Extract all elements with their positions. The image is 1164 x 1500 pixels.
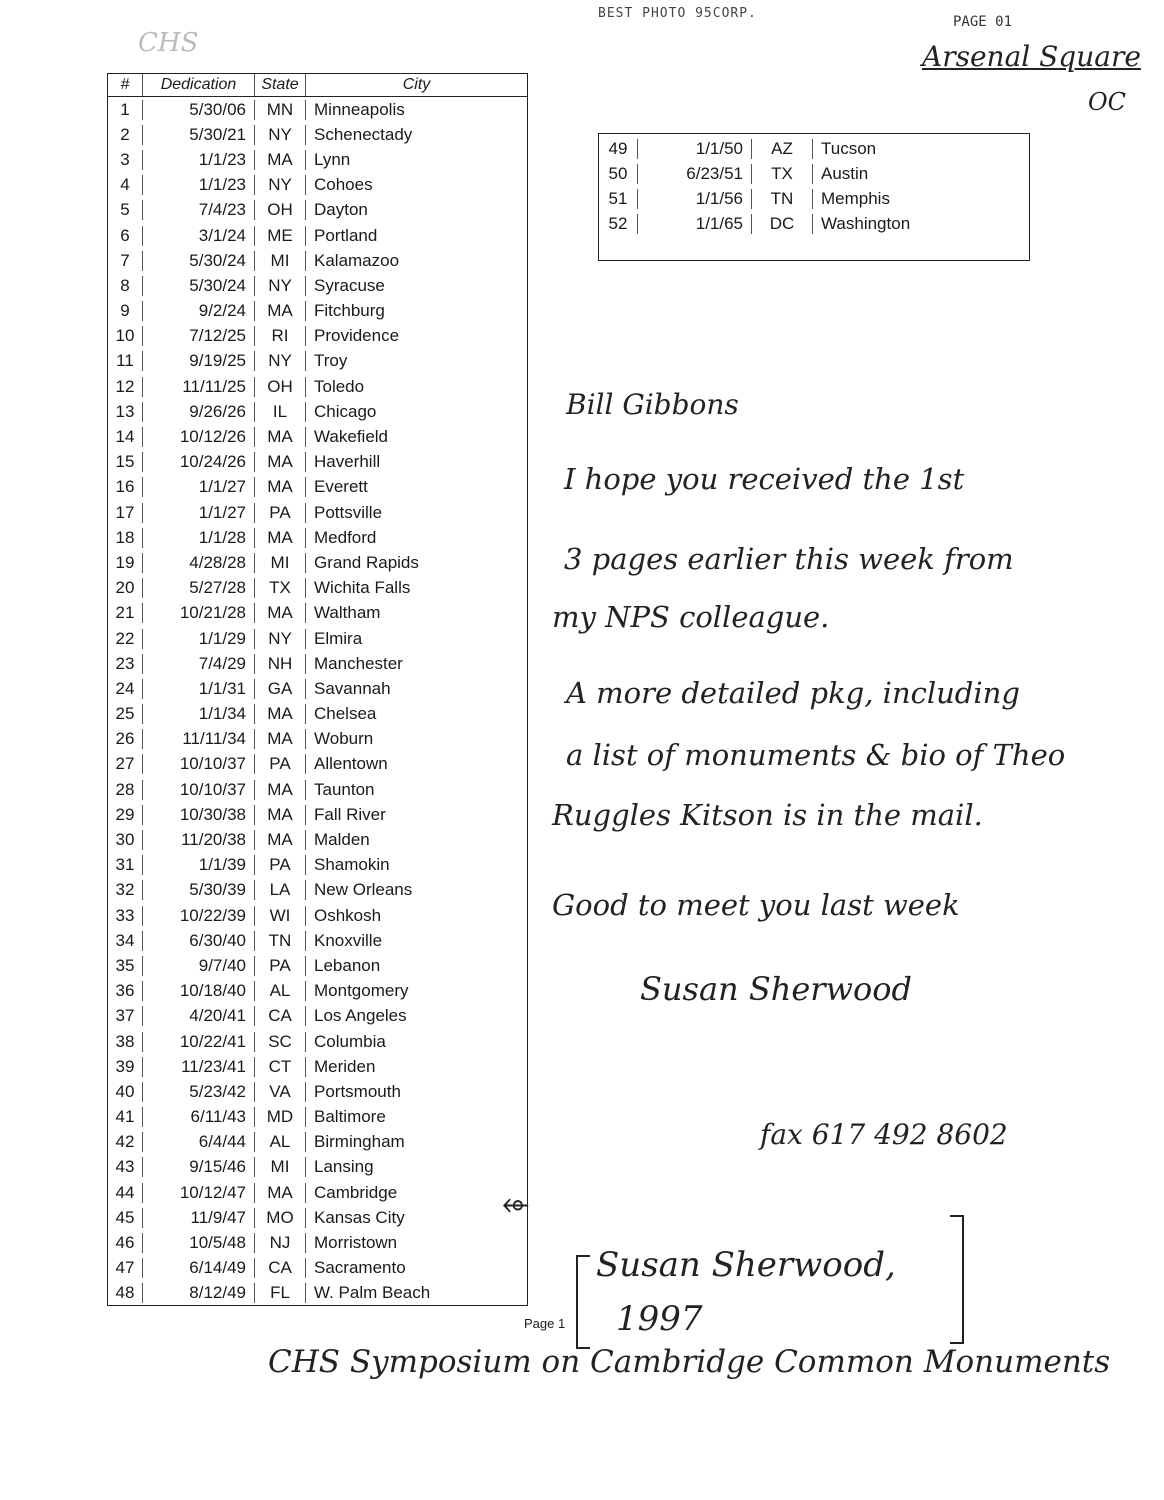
city-name: W. Palm Beach	[305, 1283, 527, 1303]
faint-annotation: CHS	[138, 28, 199, 58]
state-code: AL	[254, 1132, 305, 1152]
row-number: 28	[115, 779, 135, 799]
state-code: MA	[254, 603, 305, 623]
dedication-date: 5/30/39	[142, 880, 254, 900]
note-salutation: Bill Gibbons	[566, 388, 739, 421]
dedication-date: 1/1/27	[142, 477, 254, 497]
city-name: Kalamazoo	[305, 251, 527, 271]
city-name: Montgomery	[305, 981, 527, 1001]
row-number: 31	[115, 855, 135, 875]
row-number: 39	[115, 1056, 135, 1076]
handwritten-location: Arsenal Square	[922, 40, 1141, 73]
city-name: Columbia	[305, 1032, 527, 1052]
table-row	[108, 550, 527, 575]
fax-page-number: PAGE 01	[953, 14, 1013, 30]
dedication-date: 5/30/24	[142, 276, 254, 296]
state-code: MN	[254, 100, 305, 120]
city-name: Sacramento	[305, 1258, 527, 1278]
city-name: Chicago	[305, 402, 527, 422]
city-name: Everett	[305, 477, 527, 497]
dedication-date: 4/28/28	[142, 553, 254, 573]
city-name: Medford	[305, 528, 527, 548]
city-name: Savannah	[305, 679, 527, 699]
table-row	[108, 626, 527, 651]
dedication-date: 4/20/41	[142, 1006, 254, 1026]
table-row	[108, 903, 527, 928]
row-number: 20	[115, 578, 135, 598]
row-number: 40	[115, 1081, 135, 1101]
row-number: 12	[115, 376, 135, 396]
table-body	[108, 97, 530, 1306]
table-row	[108, 878, 527, 903]
signature: Susan Sherwood	[640, 970, 912, 1008]
city-name: Providence	[305, 326, 527, 346]
state-code: NY	[254, 175, 305, 195]
state-code: MA	[254, 301, 305, 321]
state-code: OH	[254, 200, 305, 220]
dedication-date: 1/1/56	[637, 189, 751, 209]
city-name: New Orleans	[305, 880, 527, 900]
arrow-pointer-icon: ⬰	[502, 1183, 530, 1223]
city-name: Lebanon	[305, 956, 527, 976]
city-name: Pottsville	[305, 503, 527, 523]
city-name: Manchester	[305, 654, 527, 674]
table-row	[108, 1256, 527, 1281]
city-name: Allentown	[305, 754, 527, 774]
dedication-date: 1/1/34	[142, 704, 254, 724]
dedication-date: 1/1/28	[142, 528, 254, 548]
dedication-date: 11/20/38	[142, 830, 254, 850]
city-name: Portland	[305, 226, 527, 246]
state-code: TN	[751, 189, 812, 209]
state-code: MA	[254, 150, 305, 170]
state-code: MA	[254, 528, 305, 548]
state-code: NY	[254, 276, 305, 296]
row-number: 11	[116, 351, 134, 371]
dedication-date: 10/5/48	[142, 1233, 254, 1253]
state-code: MA	[254, 805, 305, 825]
dedication-date: 7/12/25	[142, 326, 254, 346]
row-number: 37	[115, 1006, 135, 1026]
city-name: Portsmouth	[305, 1082, 527, 1102]
row-number: 10	[115, 326, 135, 346]
dedication-date: 5/30/21	[142, 125, 254, 145]
row-number: 18	[115, 527, 135, 547]
table-row	[108, 475, 527, 500]
dedication-date: 1/1/65	[637, 214, 751, 234]
city-name: Waltham	[305, 603, 527, 623]
dedication-date: 9/26/26	[142, 402, 254, 422]
row-number: 9	[120, 301, 130, 321]
dedication-date: 6/11/43	[142, 1107, 254, 1127]
note-line: Good to meet you last week	[552, 888, 960, 922]
city-name: Memphis	[812, 189, 1029, 209]
row-number: 17	[115, 502, 135, 522]
state-code: NY	[254, 351, 305, 371]
state-code: NJ	[254, 1233, 305, 1253]
state-code: ME	[254, 226, 305, 246]
city-name: Toledo	[305, 377, 527, 397]
dedication-date: 6/4/44	[142, 1132, 254, 1152]
table-row	[108, 727, 527, 752]
dedication-table-continued	[598, 133, 1030, 261]
state-code: MI	[254, 1157, 305, 1177]
state-code: MA	[254, 830, 305, 850]
dedication-date: 11/23/41	[142, 1057, 254, 1077]
city-name: Haverhill	[305, 452, 527, 472]
table-row	[599, 136, 1029, 161]
row-number: 16	[115, 477, 135, 497]
note-line: a list of monuments & bio of Theo	[566, 738, 1066, 772]
state-code: PA	[254, 754, 305, 774]
table-header	[108, 74, 527, 97]
dedication-date: 11/11/34	[142, 729, 254, 749]
city-name: Grand Rapids	[305, 553, 527, 573]
city-name: Baltimore	[305, 1107, 527, 1127]
state-code: IL	[254, 402, 305, 422]
state-code: WI	[254, 906, 305, 926]
col-header-dedication: Dedication	[142, 74, 254, 96]
row-number: 15	[115, 452, 135, 472]
col-header-number: #	[120, 76, 130, 93]
state-code: MA	[254, 477, 305, 497]
row-number: 51	[608, 188, 628, 208]
dedication-date: 10/10/37	[142, 780, 254, 800]
state-code: NH	[254, 654, 305, 674]
state-code: TX	[254, 578, 305, 598]
state-code: PA	[254, 503, 305, 523]
state-code: MA	[254, 780, 305, 800]
city-name: Austin	[812, 164, 1029, 184]
dedication-date: 10/21/28	[142, 603, 254, 623]
city-name: Fall River	[305, 805, 527, 825]
row-number: 19	[115, 552, 135, 572]
dedication-date: 10/30/38	[142, 805, 254, 825]
table-row	[108, 147, 527, 172]
dedication-date: 5/30/24	[142, 251, 254, 271]
dedication-date: 6/14/49	[142, 1258, 254, 1278]
dedication-date: 9/15/46	[142, 1157, 254, 1177]
table-row	[108, 1230, 527, 1255]
table-row	[108, 601, 527, 626]
dedication-date: 5/23/42	[142, 1082, 254, 1102]
city-name: Minneapolis	[305, 100, 527, 120]
table-row	[599, 211, 1029, 236]
state-code: MO	[254, 1208, 305, 1228]
table-row	[108, 223, 527, 248]
row-number: 26	[115, 729, 135, 749]
table-row	[108, 1155, 527, 1180]
city-name: Elmira	[305, 629, 527, 649]
row-number: 42	[115, 1132, 135, 1152]
row-number: 21	[115, 603, 135, 623]
city-name: Syracuse	[305, 276, 527, 296]
state-code: CA	[254, 1006, 305, 1026]
row-number: 41	[115, 1107, 135, 1127]
state-code: VA	[254, 1082, 305, 1102]
table-row	[108, 979, 527, 1004]
state-code: MI	[254, 251, 305, 271]
state-code: MD	[254, 1107, 305, 1127]
dedication-date: 3/1/24	[142, 226, 254, 246]
col-header-city: City	[305, 74, 527, 96]
row-number: 32	[115, 880, 135, 900]
state-code: AZ	[751, 139, 812, 159]
table-row	[108, 752, 527, 777]
handwritten-oc: OC	[1088, 88, 1127, 116]
city-name: Woburn	[305, 729, 527, 749]
state-code: CT	[254, 1057, 305, 1077]
state-code: NY	[254, 125, 305, 145]
row-number: 49	[608, 138, 628, 158]
table-row	[108, 525, 527, 550]
city-name: Fitchburg	[305, 301, 527, 321]
city-name: Washington	[812, 214, 1029, 234]
city-name: Wichita Falls	[305, 578, 527, 598]
state-code: MI	[254, 553, 305, 573]
city-name: Knoxville	[305, 931, 527, 951]
row-number: 6	[120, 225, 130, 245]
bracket-year: 1997	[616, 1299, 703, 1339]
table-row	[108, 827, 527, 852]
table-row	[108, 1029, 527, 1054]
row-number: 46	[115, 1233, 135, 1253]
table-row	[108, 1079, 527, 1104]
dedication-date: 8/12/49	[142, 1283, 254, 1303]
city-name: Taunton	[305, 780, 527, 800]
row-number: 34	[115, 930, 135, 950]
city-name: Cambridge	[305, 1183, 527, 1203]
table-row	[108, 97, 527, 122]
table-row	[108, 450, 527, 475]
bracket-name: Susan Sherwood,	[596, 1245, 896, 1285]
state-code: PA	[254, 855, 305, 875]
city-name: Wakefield	[305, 427, 527, 447]
table-row	[108, 676, 527, 701]
table-row	[108, 702, 527, 727]
note-line: Ruggles Kitson is in the mail.	[552, 798, 983, 832]
table-row	[108, 173, 527, 198]
row-number: 38	[115, 1031, 135, 1051]
table-row	[108, 248, 527, 273]
state-code: MA	[254, 452, 305, 472]
row-number: 33	[115, 905, 135, 925]
dedication-date: 11/9/47	[142, 1208, 254, 1228]
dedication-date: 1/1/31	[142, 679, 254, 699]
city-name: Birmingham	[305, 1132, 527, 1152]
city-name: Meriden	[305, 1057, 527, 1077]
dedication-date: 1/1/27	[142, 503, 254, 523]
city-name: Shamokin	[305, 855, 527, 875]
state-code: PA	[254, 956, 305, 976]
table-row	[108, 299, 527, 324]
dedication-date: 9/2/24	[142, 301, 254, 321]
dedication-date: 9/7/40	[142, 956, 254, 976]
city-name: Los Angeles	[305, 1006, 527, 1026]
table-row	[108, 198, 527, 223]
fax-header: BEST PHOTO 95CORP.	[598, 6, 757, 21]
note-line: 3 pages earlier this week from	[564, 542, 1014, 576]
dedication-date: 6/30/40	[142, 931, 254, 951]
dedication-date: 5/27/28	[142, 578, 254, 598]
row-number: 35	[115, 955, 135, 975]
table-row	[108, 374, 527, 399]
row-number: 2	[120, 124, 130, 144]
dedication-date: 5/30/06	[142, 100, 254, 120]
row-number: 52	[608, 213, 628, 233]
city-name: Malden	[305, 830, 527, 850]
state-code: AL	[254, 981, 305, 1001]
city-name: Tucson	[812, 139, 1029, 159]
row-number: 27	[115, 754, 135, 774]
dedication-date: 10/24/26	[142, 452, 254, 472]
state-code: MA	[254, 704, 305, 724]
row-number: 3	[120, 149, 130, 169]
col-header-state: State	[254, 74, 305, 96]
table-row	[108, 1180, 527, 1205]
city-name: Lansing	[305, 1157, 527, 1177]
row-number: 24	[115, 678, 135, 698]
state-code: NY	[254, 629, 305, 649]
dedication-date: 7/4/23	[142, 200, 254, 220]
row-number: 48	[115, 1283, 135, 1303]
dedication-date: 10/12/26	[142, 427, 254, 447]
state-code: MA	[254, 729, 305, 749]
state-code: SC	[254, 1032, 305, 1052]
table-row	[108, 802, 527, 827]
table-row	[108, 777, 527, 802]
table-row	[108, 651, 527, 676]
table-row	[108, 928, 527, 953]
page-label: Page 1	[524, 1316, 566, 1331]
state-code: RI	[254, 326, 305, 346]
state-code: DC	[751, 214, 812, 234]
footer-caption: CHS Symposium on Cambridge Common Monuments	[268, 1344, 1111, 1380]
row-number: 4	[120, 175, 130, 195]
table-row	[108, 1205, 527, 1230]
dedication-date: 1/1/23	[142, 175, 254, 195]
city-name: Oshkosh	[305, 906, 527, 926]
row-number: 14	[115, 427, 135, 447]
dedication-date: 10/22/41	[142, 1032, 254, 1052]
table-row	[108, 1105, 527, 1130]
state-code: MA	[254, 1183, 305, 1203]
row-number: 13	[115, 401, 135, 421]
dedication-date: 1/1/39	[142, 855, 254, 875]
row-number: 50	[608, 163, 628, 183]
fax-number: fax 617 492 8602	[760, 1118, 1008, 1151]
table-row	[108, 1054, 527, 1079]
state-code: CA	[254, 1258, 305, 1278]
table-row	[108, 576, 527, 601]
state-code: TX	[751, 164, 812, 184]
table-row	[108, 324, 527, 349]
row-number: 7	[120, 250, 130, 270]
table-row	[108, 1004, 527, 1029]
row-number: 23	[115, 653, 135, 673]
dedication-date: 9/19/25	[142, 351, 254, 371]
dedication-date: 6/23/51	[637, 164, 751, 184]
table-row	[108, 1130, 527, 1155]
dedication-date: 10/10/37	[142, 754, 254, 774]
dedication-date: 7/4/29	[142, 654, 254, 674]
city-name: Schenectady	[305, 125, 527, 145]
state-code: MA	[254, 427, 305, 447]
row-number: 43	[115, 1157, 135, 1177]
state-code: TN	[254, 931, 305, 951]
table-row	[599, 186, 1029, 211]
city-name: Dayton	[305, 200, 527, 220]
bracket-annotation	[576, 1215, 964, 1345]
state-code: OH	[254, 377, 305, 397]
city-name: Kansas City	[305, 1208, 527, 1228]
city-name: Lynn	[305, 150, 527, 170]
row-number: 5	[120, 200, 130, 220]
state-code: LA	[254, 880, 305, 900]
row-number: 22	[115, 628, 135, 648]
note-line: I hope you received the 1st	[564, 462, 965, 496]
row-number: 30	[115, 830, 135, 850]
city-name: Troy	[305, 351, 527, 371]
table-row	[108, 424, 527, 449]
row-number: 25	[115, 704, 135, 724]
dedication-table	[107, 73, 528, 1306]
row-number: 36	[115, 981, 135, 1001]
row-number: 8	[120, 275, 130, 295]
dedication-date: 1/1/29	[142, 629, 254, 649]
note-line: my NPS colleague.	[552, 600, 830, 634]
table-row	[108, 953, 527, 978]
dedication-date: 1/1/23	[142, 150, 254, 170]
table-row	[108, 349, 527, 374]
city-name: Morristown	[305, 1233, 527, 1253]
table-row	[108, 399, 527, 424]
row-number: 44	[115, 1182, 135, 1202]
row-number: 47	[115, 1258, 135, 1278]
dedication-date: 10/18/40	[142, 981, 254, 1001]
city-name: Chelsea	[305, 704, 527, 724]
note-line: A more detailed pkg, including	[566, 676, 1020, 710]
row-number: 29	[115, 804, 135, 824]
city-name: Cohoes	[305, 175, 527, 195]
state-code: FL	[254, 1283, 305, 1303]
dedication-date: 10/22/39	[142, 906, 254, 926]
row-number: 1	[120, 99, 130, 119]
table-row	[599, 161, 1029, 186]
dedication-date: 10/12/47	[142, 1183, 254, 1203]
table-body	[599, 136, 1029, 236]
table-row	[108, 1281, 527, 1306]
table-row	[108, 273, 527, 298]
table-row	[108, 853, 527, 878]
dedication-date: 11/11/25	[142, 377, 254, 397]
dedication-date: 1/1/50	[637, 139, 751, 159]
table-row	[108, 122, 527, 147]
table-row	[108, 500, 527, 525]
row-number: 45	[115, 1207, 135, 1227]
state-code: GA	[254, 679, 305, 699]
